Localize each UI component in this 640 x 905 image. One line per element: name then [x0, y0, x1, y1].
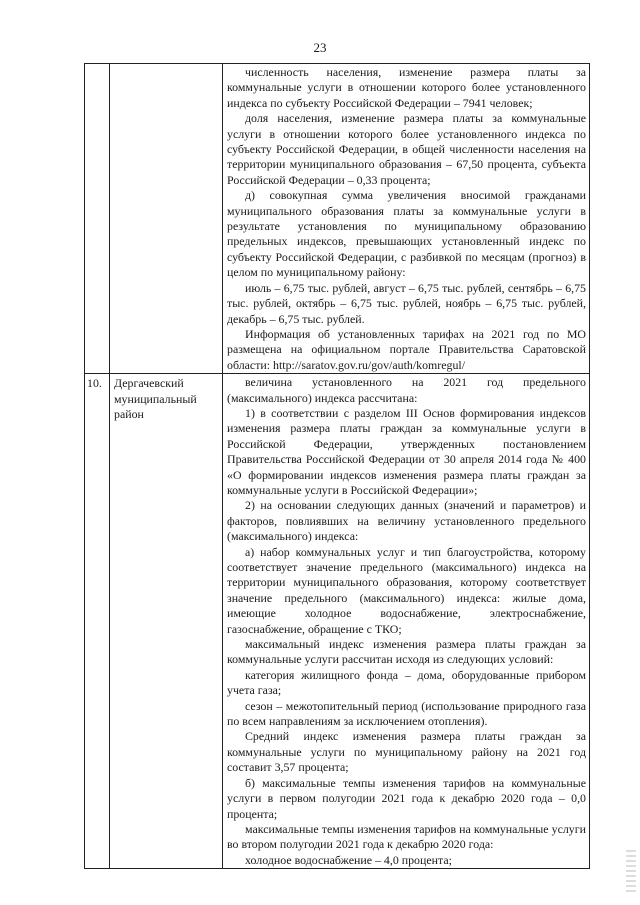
paragraph: д) совокупная сумма увеличения вносимой гражданами муниципального образования платы за коммунальные услуги в результате установления по муниципальному образованию предельных индексов, превышающих установленный индекс по субъекту Российской Федерации, с разбивкой по месяцам (прогноз) в целом по муниципальному району:	[227, 188, 586, 280]
paragraph: максимальные темпы изменения тарифов на коммунальные услуги во втором полугодии 2021 года к декабрю 2020 года:	[227, 821, 586, 852]
content-cell	[223, 374, 590, 869]
row-number-cell	[85, 64, 110, 374]
row-number: 10.	[87, 376, 102, 391]
paragraph: численность населения, изменение размера платы за коммунальные услуги в отношении которого более установленного индекса по субъекту Российской Федерации – 7941 человек;	[227, 65, 586, 110]
paragraph: б) максимальные темпы изменения тарифов на коммунальные услуги в первом полугодии 2021 года к декабрю 2020 года – 0,0 процента;	[227, 775, 586, 821]
paragraph: 1) в соответствии с разделом III Основ формирования индексов изменения размера платы граждан за коммунальные услуги в Российской Федерации, утвержденных постановлением Правительства Российской Федерации от 30 апреля 2014 года № 400 «О формировании индексов изменения размера платы граждан за коммунальные услуги в Российской Федерации»;	[227, 405, 586, 497]
paragraph: величина установленного на 2021 год предельного (максимального) индекса рассчитана:	[227, 375, 586, 405]
paragraph: сезон – межотопительный период (использование природного газа по всем направлениям за исключением отопления).	[227, 698, 586, 729]
table-row	[85, 374, 590, 869]
paragraph: доля населения, изменение размера платы за коммунальные услуги в отношении которого более установленного индекса по субъекту Российской Федерации, в общей численности населения на территории муниципального образования – 67,50 процента, субъекта Российской Федерации – 0,33 процента;	[227, 111, 586, 187]
table-row	[85, 64, 590, 374]
paragraph: максимальный индекс изменения размера платы граждан за коммунальные услуги рассчитан исходя из следующих условий:	[227, 637, 586, 667]
document-table	[84, 63, 590, 869]
district-cell	[110, 64, 223, 374]
scan-artifact	[626, 850, 636, 895]
paragraph: холодное водоснабжение – 4,0 процента;	[245, 852, 452, 867]
paragraph: 2) на основании следующих данных (значений и параметров) и факторов, повлиявших на величину установленного предельного (максимального) индекса:	[227, 498, 586, 544]
district-cell: Дергачевский муниципальный район	[110, 374, 223, 869]
paragraph: июль – 6,75 тыс. рублей, август – 6,75 тыс. рублей, сентябрь – 6,75 тыс. рублей, октябрь – 6,75 тыс. рублей, ноябрь – 6,75 тыс. рублей, декабрь – 6,75 тыс. рублей.	[227, 280, 586, 326]
paragraph: категория жилищного фонда – дома, оборудованные прибором учета газа;	[227, 667, 586, 698]
page-number: 23	[313, 40, 327, 55]
content-cell	[223, 64, 590, 374]
paragraph: Средний индекс изменения размера платы граждан за коммунальные услуги по муниципальному району на 2021 год составит 3,57 процента;	[227, 729, 586, 775]
row-number-cell	[85, 374, 110, 869]
paragraph: а) набор коммунальных услуг и тип благоустройства, которому соответствует значение предельного (максимального) индекса на территории муниципального образования, которому соответствует значение предельного (максимального) индекса: жилые дома, имеющие холодное водоснабжение, электроснабжение, газоснабжение, обращение с ТКО;	[227, 544, 586, 636]
paragraph: Информация об установленных тарифах на 2021 год по МО размещена на официальном портале Правительства Саратовской области: http://saratov.gov.ru/gov/auth/komregul/	[227, 326, 586, 372]
row-number	[85, 64, 109, 66]
